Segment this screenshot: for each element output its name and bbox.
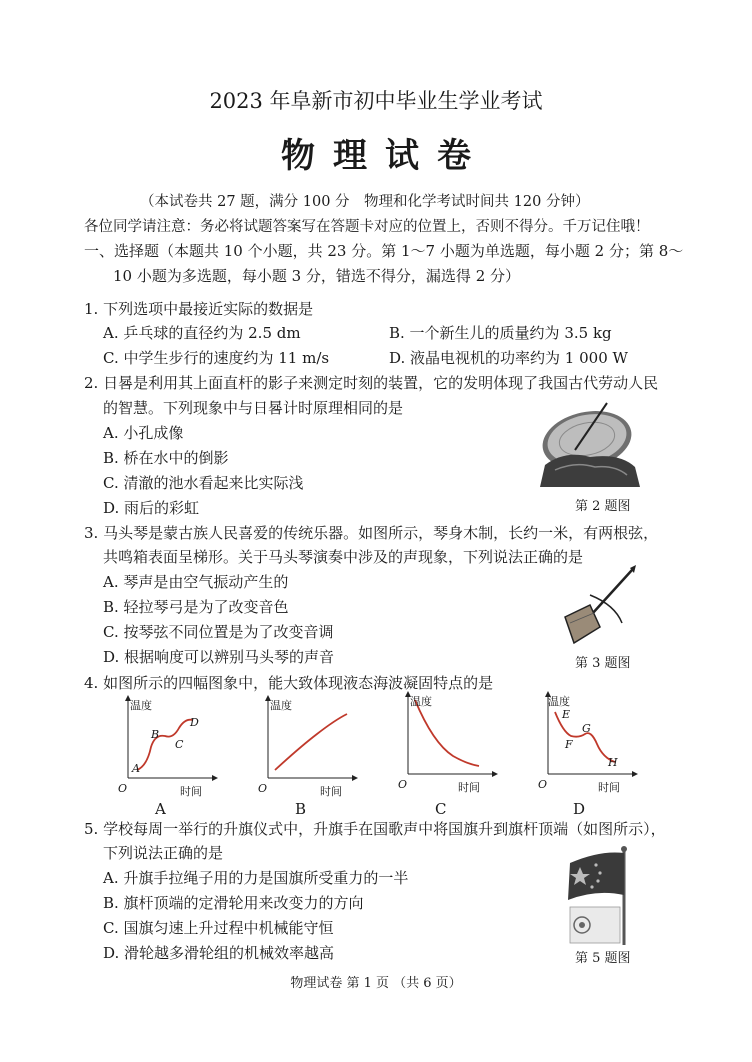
q3-stem-line2: 共鸣箱表面呈梯形。关于马头琴演奏中涉及的声现象，下列说法正确的是 <box>103 548 584 566</box>
graph-d-point-h: H <box>608 756 618 769</box>
subject-title: 物理试卷 <box>281 136 489 176</box>
graph-d-point-f: F <box>565 738 573 751</box>
q1-option-c: C. 中学生步行的速度约为 11 m/s <box>103 349 330 367</box>
q3-stem-line1: 3. 马头琴是蒙古族人民喜爱的传统乐器。如图所示，琴身木制，长约一米，有两根弦， <box>84 524 659 542</box>
graph-a-point-b: B <box>151 728 160 741</box>
q1-option-d: D. 液晶电视机的功率约为 1 000 W <box>389 349 628 367</box>
graph-c-ylabel: 温度 <box>410 695 432 708</box>
graph-d-origin: O <box>538 778 548 791</box>
q1-option-b: B. 一个新生儿的质量约为 3.5 kg <box>389 324 612 342</box>
exam-title: 2023 年阜新市初中毕业生学业考试 <box>209 89 543 113</box>
graph-c-label: C <box>435 800 447 818</box>
q5-stem-line2: 下列说法正确的是 <box>103 844 224 862</box>
q2-stem-line2: 的智慧。下列现象中与日晷计时原理相同的是 <box>103 399 404 417</box>
graph-d-label: D <box>573 800 586 818</box>
graph-b-origin: O <box>258 782 268 795</box>
q2-option-d: D. 雨后的彩虹 <box>103 499 200 517</box>
q3-caption: 第 3 题图 <box>575 656 631 671</box>
graph-d-ylabel: 温度 <box>548 695 570 708</box>
graph-b-ylabel: 温度 <box>270 699 292 712</box>
graph-b-xlabel: 时间 <box>320 785 342 798</box>
q5-stem-line1: 5. 学校每周一举行的升旗仪式中，升旗手在国歌声中将国旗升到旗杆顶端（如图所示）， <box>84 820 666 838</box>
q2-option-b: B. 桥在水中的倒影 <box>103 449 229 467</box>
morin-khuur-image <box>560 565 640 650</box>
q1-stem: 1. 下列选项中最接近实际的数据是 <box>84 300 314 318</box>
q2-option-a: A. 小孔成像 <box>103 424 184 442</box>
graph-a-origin: O <box>118 782 128 795</box>
q5-caption: 第 5 题图 <box>575 951 631 966</box>
graph-d-point-g: G <box>582 722 591 735</box>
q3-option-d: D. 根据响度可以辨别马头琴的声音 <box>103 648 335 666</box>
q2-option-c: C. 清澈的池水看起来比实际浅 <box>103 474 304 492</box>
exam-notice: 各位同学请注意：务必将试题答案写在答题卡对应的位置上，否则不得分。千万记住哦！ <box>84 219 650 235</box>
sundial-image <box>535 395 645 490</box>
flag-pole-image <box>560 845 640 945</box>
q3-option-b: B. 轻拉琴弓是为了改变音色 <box>103 598 289 616</box>
graph-a-ylabel: 温度 <box>130 699 152 712</box>
graph-a-point-c: C <box>175 738 184 751</box>
graph-c-xlabel: 时间 <box>458 781 480 794</box>
q4-stem: 4. 如图所示的四幅图象中，能大致体现液态海波凝固特点的是 <box>84 674 494 692</box>
page-footer: 物理试卷 第 1 页 （共 6 页） <box>290 976 462 991</box>
graph-a-label: A <box>155 800 166 818</box>
q5-option-a: A. 升旗手拉绳子用的力是国旗所受重力的一半 <box>103 869 409 887</box>
q5-option-b: B. 旗杆顶端的定滑轮用来改变力的方向 <box>103 894 364 912</box>
section1-heading-cont: 10 小题为多选题，每小题 3 分，错选不得分，漏选得 2 分） <box>113 267 521 285</box>
graph-a-point-d: D <box>190 716 199 729</box>
exam-info: （本试卷共 27 题，满分 100 分 物理和化学考试时间共 120 分钟） <box>140 194 590 210</box>
q2-caption: 第 2 题图 <box>575 499 631 514</box>
graph-c-origin: O <box>398 778 408 791</box>
q2-stem-line1: 2. 日晷是利用其上面直杆的影子来测定时刻的装置，它的发明体现了我国古代劳动人民 <box>84 374 659 392</box>
q1-option-a: A. 乒乓球的直径约为 2.5 dm <box>103 324 301 342</box>
graph-a-xlabel: 时间 <box>180 785 202 798</box>
q3-option-a: A. 琴声是由空气振动产生的 <box>103 573 289 591</box>
q5-option-d: D. 滑轮越多滑轮组的机械效率越高 <box>103 944 335 962</box>
section1-heading: 一、选择题（本题共 10 个小题，共 23 分。第 1～7 小题为单选题，每小题 2 分；第 8～ <box>84 242 684 260</box>
q3-option-c: C. 按琴弦不同位置是为了改变音调 <box>103 623 334 641</box>
q5-option-c: C. 国旗匀速上升过程中机械能守恒 <box>103 919 334 937</box>
graph-d-xlabel: 时间 <box>598 781 620 794</box>
graph-b-label: B <box>295 800 307 818</box>
graph-d-point-e: E <box>562 708 571 721</box>
graph-a-point-a: A <box>132 762 140 775</box>
